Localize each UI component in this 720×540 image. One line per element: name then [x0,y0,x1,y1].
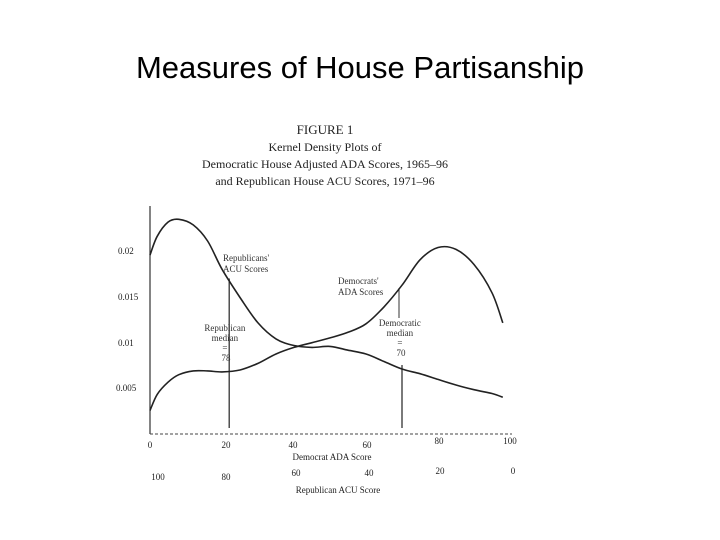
figure-caption-line-3: and Republican House ACU Scores, 1971–96 [215,174,435,188]
annotation-line: ADA Scores [338,287,384,297]
series-democrats-ada [150,247,503,411]
slide-title: Measures of House Partisanship [135,50,584,85]
x2-tick-label: 60 [291,468,301,478]
annotation-line: 70 [396,348,406,358]
x-tick-label: 0 [147,440,153,450]
x2-tick-label: 100 [151,472,165,482]
annotation-line: median [211,333,239,343]
annotation-line: Republicans' [223,253,270,263]
annotation-line: = [222,343,228,353]
annotation-line: median [386,328,414,338]
annotation-republicans-acu [223,253,271,274]
x-tick-label: 100 [503,436,517,446]
figure-caption-line-1: Kernel Density Plots of [268,140,382,154]
y-tick-label: 0.015 [118,292,139,302]
x-axis-label: Democrat ADA Score [292,452,372,462]
figure-caption-line-2: Democratic House Adjusted ADA Scores, 1965–96 [202,157,448,171]
annotation-line: Democratic [378,318,421,328]
annotation-line: Republican [204,323,246,333]
y-tick-label: 0.005 [116,383,137,393]
annotation-line: Democrats' [338,276,379,286]
x2-axis-label: Republican ACU Score [295,485,381,495]
x2-tick-label: 20 [435,466,445,476]
annotation-line: ACU Scores [223,264,269,274]
annotation-democratic-median [379,318,423,358]
y-tick-label: 0.02 [118,246,134,256]
x-tick-label: 40 [288,440,298,450]
kernel-density-figure [110,118,550,508]
annotation-line: 78 [221,353,231,363]
annotation-republican-median [204,323,247,363]
annotation-line: = [397,338,403,348]
annotation-democrats-ada [338,276,384,297]
x2-tick-label: 0 [510,466,516,476]
y-tick-label: 0.01 [118,338,134,348]
x-tick-label: 60 [362,440,372,450]
figure-label: FIGURE 1 [296,122,354,137]
x-tick-label: 80 [434,436,444,446]
x2-tick-label: 40 [364,468,374,478]
x-tick-label: 20 [221,440,231,450]
x2-tick-label: 80 [221,472,231,482]
